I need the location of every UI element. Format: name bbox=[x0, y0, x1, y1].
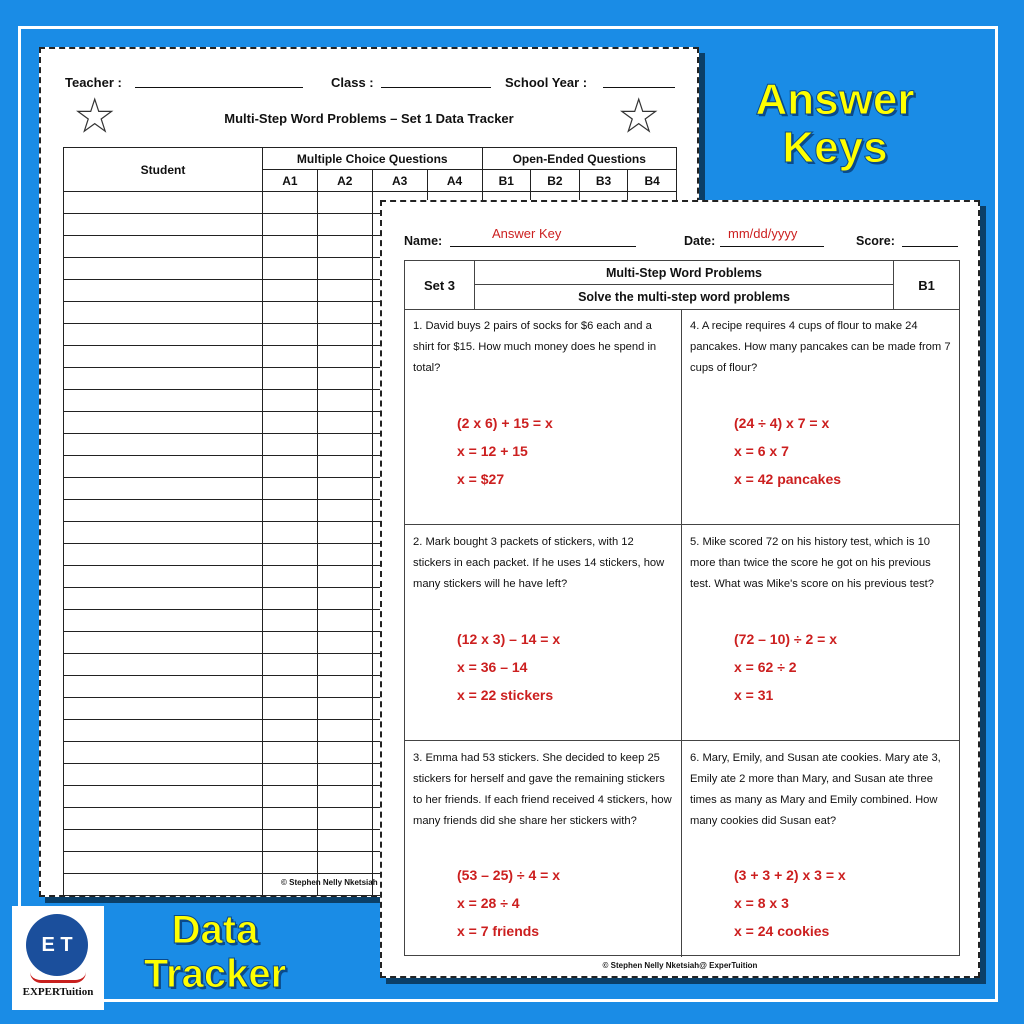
answer-line: x = 7 friends bbox=[457, 923, 540, 939]
score-cell bbox=[263, 324, 318, 346]
problem-text: 6. Mary, Emily, and Susan ate cookies. Mary ate 3, Emily ate 2 more than Mary, and Susan ate three times as many as Mary and Emily combined. How many cookies did Susan eat? bbox=[690, 752, 941, 827]
score-cell bbox=[317, 588, 372, 610]
score-cell bbox=[263, 742, 318, 764]
answer-line: (12 x 3) – 14 = x bbox=[457, 631, 561, 647]
answer-line: x = 6 x 7 bbox=[734, 443, 789, 459]
score-cell bbox=[317, 632, 372, 654]
problem-cell bbox=[682, 309, 959, 525]
class-line bbox=[381, 75, 491, 88]
answer-line: x = 24 cookies bbox=[734, 923, 830, 939]
logo-emblem: E T bbox=[26, 914, 88, 976]
student-header: Student bbox=[64, 148, 263, 192]
score-cell bbox=[317, 302, 372, 324]
class-label: Class : bbox=[331, 75, 374, 90]
score-cell bbox=[263, 280, 318, 302]
score-cell bbox=[317, 236, 372, 258]
answer-line: x = 8 x 3 bbox=[734, 895, 789, 911]
column-header: B2 bbox=[531, 170, 580, 192]
student-name-cell bbox=[64, 610, 263, 632]
name-value: Answer Key bbox=[492, 226, 562, 241]
answer-key-box bbox=[404, 260, 960, 956]
oe-header: Open-Ended Questions bbox=[482, 148, 677, 170]
score-cell bbox=[317, 500, 372, 522]
score-cell bbox=[263, 368, 318, 390]
column-header: A3 bbox=[372, 170, 427, 192]
score-cell bbox=[317, 654, 372, 676]
date-label: Date: bbox=[684, 234, 716, 248]
score-cell bbox=[317, 786, 372, 808]
student-name-cell bbox=[64, 808, 263, 830]
student-name-cell bbox=[64, 588, 263, 610]
score-cell bbox=[263, 610, 318, 632]
student-name-cell bbox=[64, 346, 263, 368]
tracker-footer: © Stephen Nelly Nketsiah bbox=[281, 878, 378, 887]
student-name-cell bbox=[64, 852, 263, 874]
answer-line: x = 62 ÷ 2 bbox=[734, 659, 797, 675]
star-icon: ★ bbox=[619, 92, 659, 141]
student-name-cell bbox=[64, 698, 263, 720]
score-cell bbox=[317, 742, 372, 764]
score-cell bbox=[263, 390, 318, 412]
teacher-label: Teacher : bbox=[65, 75, 122, 90]
score-cell bbox=[263, 500, 318, 522]
answer-keys-label bbox=[720, 76, 950, 173]
star-icon: ★ bbox=[75, 92, 115, 141]
problem-cell bbox=[405, 741, 682, 957]
answer-key-heading bbox=[405, 261, 959, 310]
answer-line: x = 36 – 14 bbox=[457, 659, 528, 675]
column-header: A1 bbox=[263, 170, 318, 192]
score-cell bbox=[317, 258, 372, 280]
score-cell bbox=[263, 236, 318, 258]
score-cell bbox=[263, 522, 318, 544]
score-cell bbox=[263, 566, 318, 588]
answer-steps bbox=[457, 625, 560, 709]
score-label: Score: bbox=[856, 234, 895, 248]
student-name-cell bbox=[64, 676, 263, 698]
score-cell bbox=[317, 214, 372, 236]
logo-text: EXPERTuition bbox=[22, 986, 94, 998]
score-cell bbox=[317, 720, 372, 742]
answer-steps bbox=[734, 409, 841, 493]
column-header: B1 bbox=[482, 170, 531, 192]
school-year-line bbox=[603, 75, 675, 88]
answer-keys-line2: Keys bbox=[782, 123, 888, 173]
name-label: Name: bbox=[404, 234, 443, 248]
answer-line: x = 22 stickers bbox=[457, 687, 554, 703]
score-cell bbox=[317, 368, 372, 390]
student-name-cell bbox=[64, 258, 263, 280]
problem-text: 2. Mark bought 3 packets of stickers, with 12 stickers in each packet. If he uses 14 stickers, how many stickers will he have left? bbox=[413, 536, 665, 590]
student-name-cell bbox=[64, 214, 263, 236]
score-cell bbox=[263, 808, 318, 830]
problem-text: 3. Emma had 53 stickers. She decided to keep 25 stickers for herself and gave the remaining stickers to her friends. If each friend received 4 stickers, how many friends did she share her stickers with? bbox=[413, 752, 672, 827]
student-name-cell bbox=[64, 566, 263, 588]
student-name-cell bbox=[64, 500, 263, 522]
date-value: mm/dd/yyyy bbox=[728, 226, 798, 241]
score-cell bbox=[263, 720, 318, 742]
score-cell bbox=[263, 786, 318, 808]
student-name-cell bbox=[64, 192, 263, 214]
data-tracker-line2: Tracker bbox=[143, 952, 287, 996]
student-name-cell bbox=[64, 544, 263, 566]
school-year-label: School Year : bbox=[505, 75, 588, 90]
score-cell bbox=[317, 610, 372, 632]
answer-line: x = 42 pancakes bbox=[734, 471, 842, 487]
student-name-cell bbox=[64, 742, 263, 764]
column-header: B3 bbox=[579, 170, 628, 192]
score-cell bbox=[317, 456, 372, 478]
problem-text: 5. Mike scored 72 on his history test, which is 10 more than twice the score he got on his previous test. What was Mike's score on his previous test? bbox=[690, 536, 935, 590]
problem-text: 4. A recipe requires 4 cups of flour to make 24 pancakes. How many pancakes can be made from 7 cups of flour? bbox=[690, 320, 951, 374]
answer-steps bbox=[734, 625, 837, 709]
score-cell bbox=[263, 764, 318, 786]
score-cell bbox=[317, 830, 372, 852]
problem-cell bbox=[405, 525, 682, 741]
score-cell bbox=[263, 192, 318, 214]
score-cell bbox=[317, 434, 372, 456]
student-name-cell bbox=[64, 830, 263, 852]
score-cell bbox=[317, 544, 372, 566]
student-name-cell bbox=[64, 478, 263, 500]
score-cell bbox=[263, 434, 318, 456]
score-cell bbox=[317, 324, 372, 346]
expertuition-logo bbox=[12, 906, 104, 1010]
tracker-title: Multi-Step Word Problems – Set 1 Data Tracker bbox=[224, 111, 514, 126]
student-name-cell bbox=[64, 368, 263, 390]
answer-line: (24 ÷ 4) x 7 = x bbox=[734, 415, 830, 431]
data-tracker-line1: Data bbox=[171, 908, 259, 952]
score-cell bbox=[263, 852, 318, 874]
score-cell bbox=[263, 302, 318, 324]
student-name-cell bbox=[64, 434, 263, 456]
score-cell bbox=[263, 588, 318, 610]
student-name-cell bbox=[64, 720, 263, 742]
score-cell bbox=[263, 632, 318, 654]
score-cell bbox=[317, 676, 372, 698]
answer-line: x = $27 bbox=[457, 471, 505, 487]
student-name-cell bbox=[64, 764, 263, 786]
answer-steps bbox=[457, 409, 553, 493]
problem-cell bbox=[682, 741, 959, 957]
score-cell bbox=[317, 698, 372, 720]
score-cell bbox=[263, 346, 318, 368]
score-cell bbox=[317, 280, 372, 302]
score-cell bbox=[263, 478, 318, 500]
answer-keys-line1: Answer bbox=[755, 75, 915, 124]
problem-cell bbox=[682, 525, 959, 741]
answer-line: x = 31 bbox=[734, 687, 774, 703]
answer-key-sheet bbox=[380, 200, 980, 978]
score-cell bbox=[317, 192, 372, 214]
instruction-label: Solve the multi-step word problems bbox=[578, 290, 790, 304]
data-tracker-label bbox=[120, 908, 310, 996]
score-cell bbox=[317, 412, 372, 434]
score-cell bbox=[263, 654, 318, 676]
answer-line: (72 – 10) ÷ 2 = x bbox=[734, 631, 838, 647]
mc-header: Multiple Choice Questions bbox=[263, 148, 483, 170]
score-cell bbox=[317, 808, 372, 830]
column-header: A2 bbox=[317, 170, 372, 192]
student-name-cell bbox=[64, 456, 263, 478]
answer-steps bbox=[457, 861, 560, 945]
answer-key-footer: © Stephen Nelly Nketsiah@ ExperTuition bbox=[602, 961, 758, 970]
score-cell bbox=[317, 522, 372, 544]
score-cell bbox=[263, 698, 318, 720]
student-name-cell bbox=[64, 874, 263, 896]
book-icon bbox=[30, 972, 86, 983]
code-label: B1 bbox=[893, 261, 959, 309]
problem-cell bbox=[405, 309, 682, 525]
answer-line: (2 x 6) + 15 = x bbox=[457, 415, 553, 431]
topic-label: Multi-Step Word Problems bbox=[475, 261, 893, 285]
score-cell bbox=[317, 566, 372, 588]
score-cell bbox=[317, 390, 372, 412]
column-header: B4 bbox=[628, 170, 677, 192]
score-cell bbox=[263, 258, 318, 280]
score-line bbox=[902, 228, 958, 247]
answer-line: (3 + 3 + 2) x 3 = x bbox=[734, 867, 846, 883]
answer-line: x = 12 + 15 bbox=[457, 443, 528, 459]
score-cell bbox=[317, 346, 372, 368]
student-name-cell bbox=[64, 302, 263, 324]
score-cell bbox=[317, 478, 372, 500]
student-name-cell bbox=[64, 324, 263, 346]
student-name-cell bbox=[64, 632, 263, 654]
student-name-cell bbox=[64, 654, 263, 676]
score-cell bbox=[263, 830, 318, 852]
score-cell bbox=[263, 544, 318, 566]
student-name-cell bbox=[64, 236, 263, 258]
set-label: Set 3 bbox=[405, 261, 475, 309]
score-cell bbox=[317, 764, 372, 786]
score-cell bbox=[317, 852, 372, 874]
score-cell bbox=[263, 676, 318, 698]
student-name-cell bbox=[64, 412, 263, 434]
answer-line: (53 – 25) ÷ 4 = x bbox=[457, 867, 561, 883]
teacher-line bbox=[135, 75, 303, 88]
student-name-cell bbox=[64, 280, 263, 302]
problem-text: 1. David buys 2 pairs of socks for $6 each and a shirt for $15. How much money does he spend in total? bbox=[413, 320, 657, 374]
answer-line: x = 28 ÷ 4 bbox=[457, 895, 520, 911]
student-name-cell bbox=[64, 390, 263, 412]
score-cell bbox=[263, 456, 318, 478]
score-cell bbox=[263, 412, 318, 434]
answer-steps bbox=[734, 861, 846, 945]
column-header: A4 bbox=[427, 170, 482, 192]
student-name-cell bbox=[64, 522, 263, 544]
student-name-cell bbox=[64, 786, 263, 808]
score-cell bbox=[263, 214, 318, 236]
